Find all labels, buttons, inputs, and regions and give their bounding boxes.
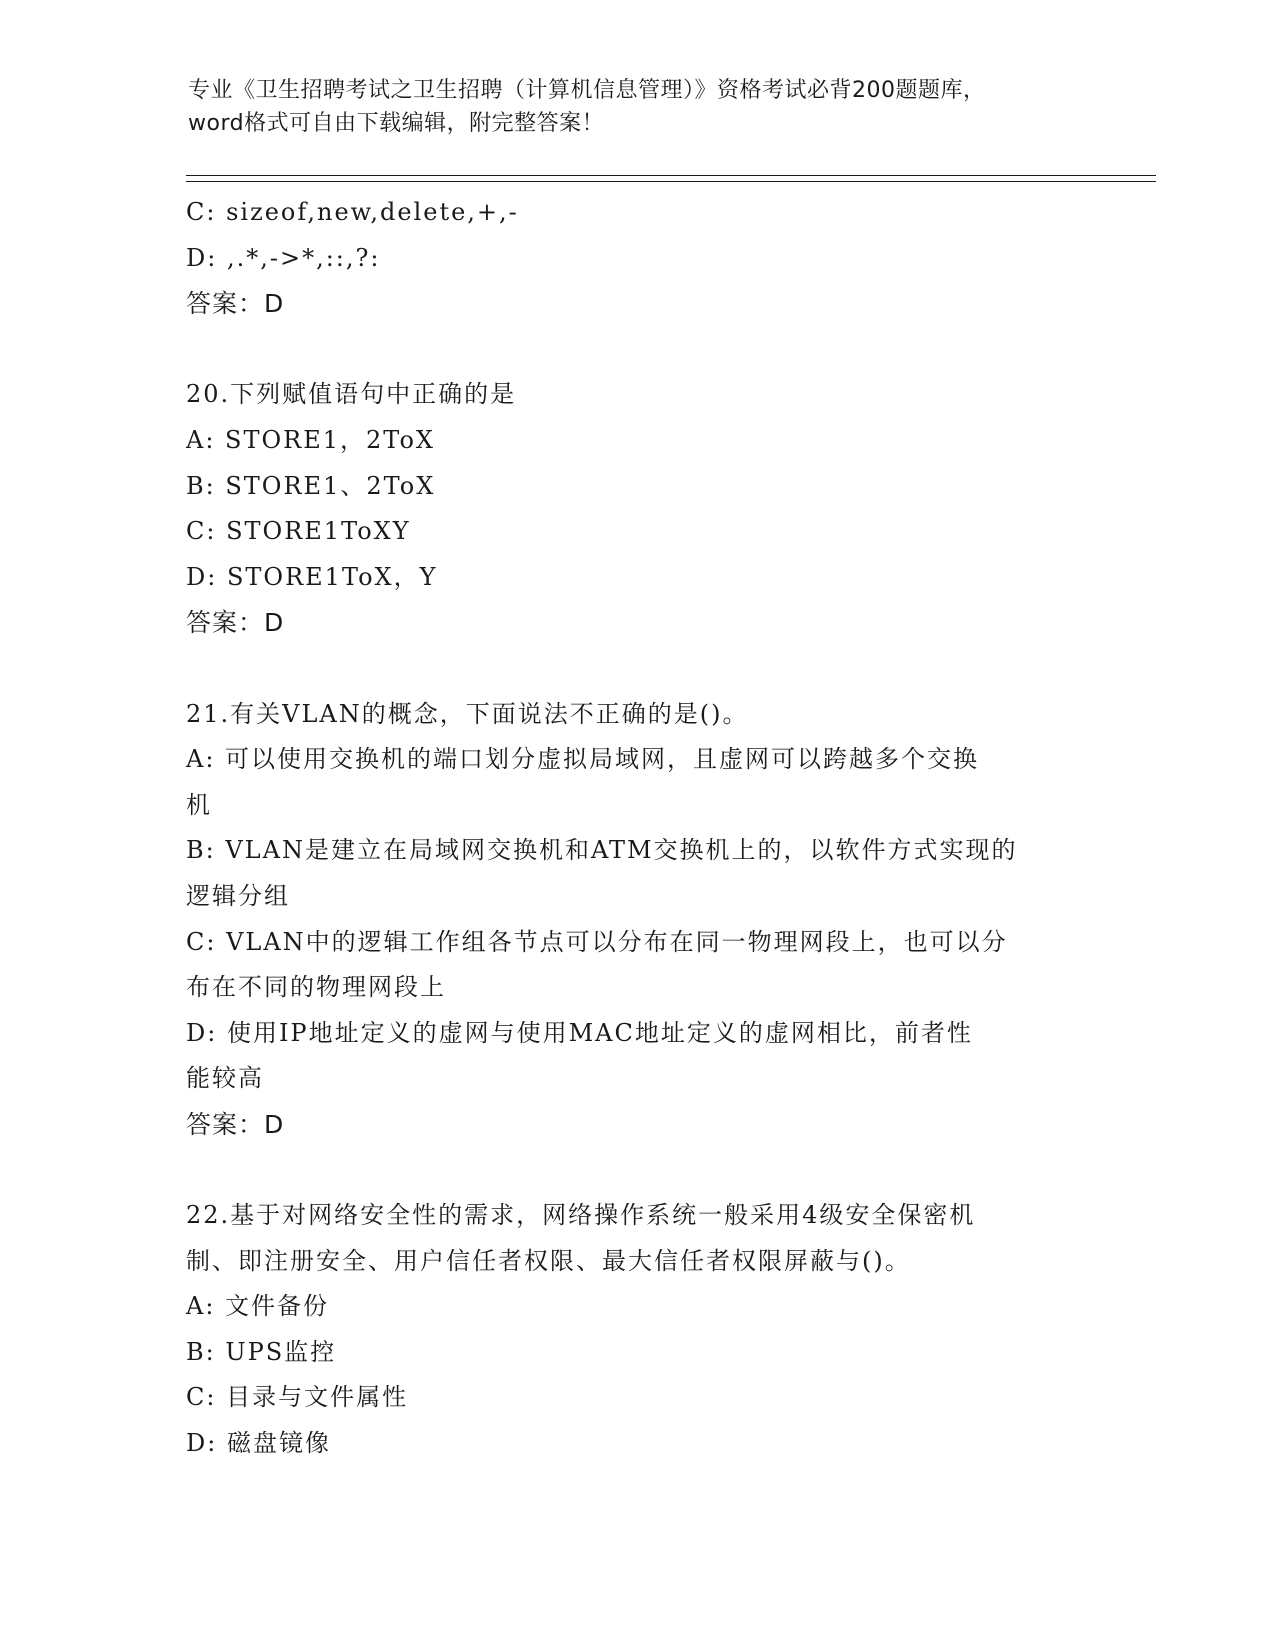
q22-option-c: C: 目录与文件属性 (186, 1383, 409, 1412)
q20-answer: 答案：D (186, 608, 285, 638)
q20-option-b: B: STORE1、2ToX (186, 471, 436, 500)
q22-question-line-2: 制、即注册安全、用户信任者权限、最大信任者权限屏蔽与()。 (186, 1246, 911, 1275)
q22-option-d: D: 磁盘镜像 (186, 1429, 331, 1458)
q20-option-c: C: STORE1ToXY (186, 517, 411, 546)
q21-answer: 答案：D (186, 1109, 285, 1139)
q22-option-b: B: UPS监控 (186, 1337, 337, 1366)
question-20 (186, 372, 1086, 646)
q19-answer: 答案：D (186, 289, 285, 319)
q21-option-c-line-1: C: VLAN中的逻辑工作组各节点可以分布在同一物理网段上，也可以分 (186, 927, 1008, 956)
spacer (186, 646, 1086, 692)
q21-option-d-line-1: D: 使用IP地址定义的虚网与使用MAC地址定义的虚网相比，前者性 (186, 1018, 973, 1047)
q20-option-d: D: STORE1ToX，Y (186, 562, 438, 591)
q19-option-d: D: ,.*,->*,::,?: (186, 243, 381, 272)
q20-question: 20.下列赋值语句中正确的是 (186, 380, 517, 409)
question-19-tail (186, 190, 1086, 327)
question-21 (186, 692, 1086, 1148)
header-divider-top (186, 175, 1156, 176)
q19-option-c: C: sizeof,new,delete,+,- (186, 198, 519, 226)
spacer (186, 327, 1086, 373)
q21-option-c-line-2: 布在不同的物理网段上 (186, 973, 446, 1002)
q21-option-a-line-1: A: 可以使用交换机的端口划分虚拟局域网，且虚网可以跨越多个交换 (186, 745, 980, 774)
document-header (188, 74, 1088, 140)
header-title-line-1: 专业《卫生招聘考试之卫生招聘（计算机信息管理）》资格考试必背200题题库， (188, 78, 986, 103)
q21-question: 21.有关VLAN的概念，下面说法不正确的是()。 (186, 699, 749, 728)
header-divider-bottom (186, 181, 1156, 182)
q21-option-d-line-2: 能较高 (186, 1064, 264, 1093)
header-title-line-2: word格式可自由下载编辑，附完整答案！ (188, 111, 605, 136)
question-22 (186, 1193, 1086, 1467)
q21-option-a-line-2: 机 (186, 790, 212, 819)
q20-option-a: A: STORE1，2ToX (186, 425, 435, 454)
q22-option-a: A: 文件备份 (186, 1292, 330, 1321)
q21-option-b-line-2: 逻辑分组 (186, 881, 290, 910)
question-content (186, 190, 1086, 1467)
q21-option-b-line-1: B: VLAN是建立在局域网交换机和ATM交换机上的，以软件方式实现的 (186, 836, 1018, 865)
q22-question-line-1: 22.基于对网络安全性的需求，网络操作系统一般采用4级安全保密机 (186, 1201, 976, 1230)
spacer (186, 1147, 1086, 1193)
